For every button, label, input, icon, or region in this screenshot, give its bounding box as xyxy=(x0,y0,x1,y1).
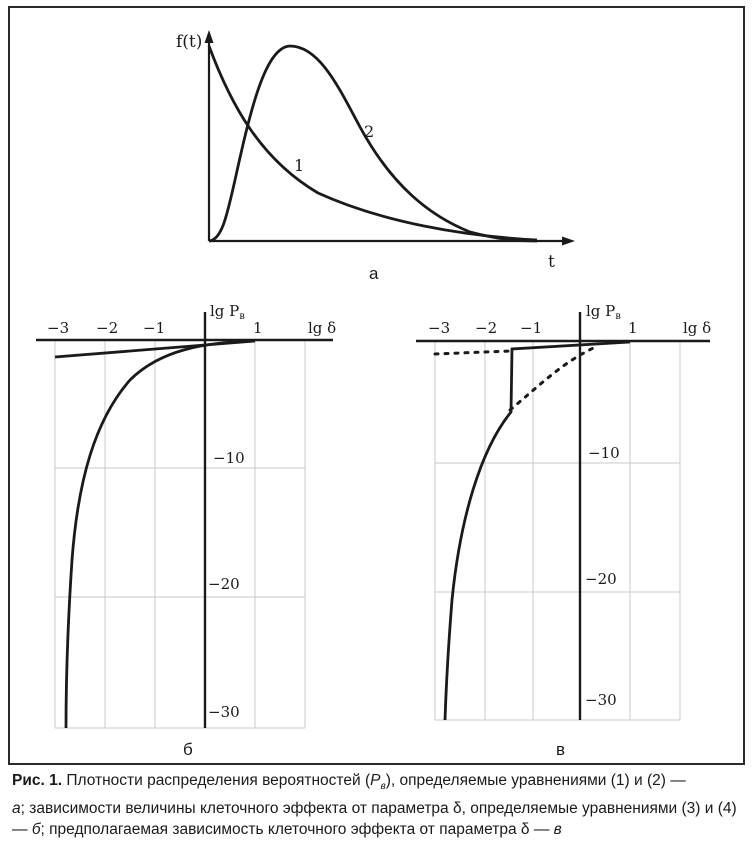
panel-v-tick-y-neg10: −10 xyxy=(588,444,620,462)
panel-a-curve-1-label: 1 xyxy=(294,156,305,175)
panel-b-tick-x-neg2: −2 xyxy=(96,319,119,337)
panel-v-solid-curve xyxy=(445,342,630,720)
caption-letter-b: б xyxy=(31,821,41,839)
panel-b-curve-4 xyxy=(66,341,255,728)
caption-letter-v: в xyxy=(553,821,562,839)
panel-b-ylabel: $\lg P_в$ xyxy=(210,302,245,322)
panel-v-tick-x-neg2: −2 xyxy=(475,319,498,337)
panel-b-tick-y-neg10: −10 xyxy=(213,449,245,467)
panel-b-tick-y-neg20: −20 xyxy=(208,575,240,593)
panel-a-xlabel: t xyxy=(548,252,555,272)
panel-b-xlabel: lg δ xyxy=(308,319,337,337)
panel-v-tick-x-1: 1 xyxy=(628,319,638,337)
panel-b-tick-y-neg30: −30 xyxy=(208,703,240,721)
panel-a-y-arrow xyxy=(205,30,214,43)
panel-v-label: в xyxy=(556,740,566,759)
panel-v-tick-y-neg30: −30 xyxy=(585,691,617,709)
panel-a xyxy=(176,30,575,283)
caption-p-symbol: $P_в$ xyxy=(370,772,386,793)
panel-b-tick-x-1: 1 xyxy=(253,319,263,337)
panel-a-label: а xyxy=(369,264,379,283)
panel-b xyxy=(36,302,336,759)
panel-a-curve-2-label: 2 xyxy=(364,122,375,141)
caption-part-2: ), определяемые уравнениями (1) и (2) — xyxy=(385,772,686,789)
panel-b-tick-x-neg3: −3 xyxy=(47,319,70,337)
caption-part-3: ; зависимости величины клеточного эффекта от параметра δ, определяемые уравнениями (3) и (4) — xyxy=(12,799,737,839)
panel-v-tick-x-neg1: −1 xyxy=(520,319,543,337)
figure-caption xyxy=(12,770,745,841)
panel-v-grid xyxy=(435,340,680,720)
panel-a-curve-2 xyxy=(209,46,537,241)
panel-v-ylabel: $\lg P_в$ xyxy=(586,302,621,322)
panel-v xyxy=(416,302,711,759)
panel-v-xlabel: lg δ xyxy=(683,319,712,337)
panel-v-dotted-curve-4 xyxy=(510,346,598,410)
caption-part-1: Плотности распределения вероятностей ( xyxy=(62,772,371,789)
caption-lead: Рис. 1. xyxy=(12,772,63,789)
panel-a-ylabel: f(t) xyxy=(176,32,203,52)
panel-b-label: б xyxy=(183,740,193,759)
caption-letter-a: а xyxy=(12,799,21,817)
panel-v-dotted-line-3 xyxy=(435,351,510,354)
panel-a-x-arrow xyxy=(562,237,575,246)
panel-v-tick-x-neg3: −3 xyxy=(428,319,451,337)
panel-b-tick-x-neg1: −1 xyxy=(143,319,166,337)
panel-b-grid xyxy=(55,340,305,728)
panel-v-tick-y-neg20: −20 xyxy=(585,570,617,588)
panel-a-curve-1 xyxy=(209,46,537,240)
caption-part-4: ; предполагаемая зависимость клеточного эффекта от параметра δ — xyxy=(40,821,554,839)
